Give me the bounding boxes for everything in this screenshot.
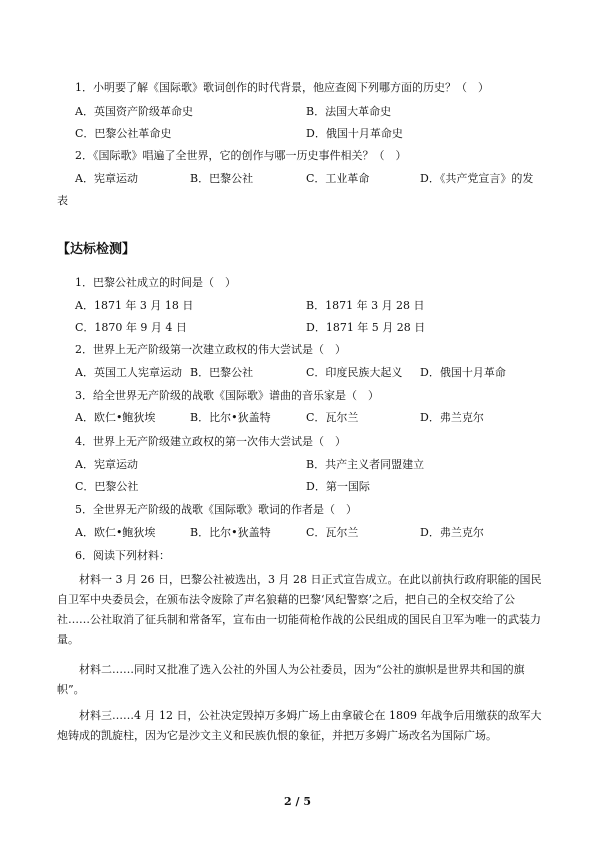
question-1-option-b: B．法国大革命史 (306, 105, 392, 118)
question-1-option-a: A．英国资产阶级革命史 (75, 105, 193, 118)
question-2-option-c: C．工业革命 (306, 172, 370, 185)
check-question-3-option-c: C．瓦尔兰 (306, 411, 359, 424)
check-question-5-option-a: A．欧仁•鲍狄埃 (75, 526, 156, 539)
question-2-option-d: D．《共产党宣言》的发 (420, 172, 534, 185)
page-number: 2 / 5 (284, 795, 311, 808)
check-question-5-option-c: C．瓦尔兰 (306, 526, 359, 539)
question-2-option-a: A．宪章运动 (75, 172, 138, 185)
question-2-stem: 2．《国际歌》唱遍了全世界，它的创作与哪一历史事件相关？（ ） (75, 149, 407, 162)
check-question-3-option-b: B．比尔•狄盖特 (190, 411, 271, 424)
check-question-4-option-c: C．巴黎公社 (75, 480, 139, 493)
check-question-4-option-a: A．宪章运动 (75, 458, 138, 471)
check-question-1-option-d: D．1871 年 5 月 28 日 (306, 321, 426, 334)
check-question-4-option-d: D．第一国际 (306, 480, 370, 493)
check-question-4-option-b: B．共产主义者同盟建立 (306, 458, 425, 471)
question-1-option-d: D．俄国十月革命史 (306, 127, 403, 140)
material-2-paragraph: 材料二……同时又批准了选入公社的外国人为公社委员，因为“公社的旗帜是世界共和国的旗帜”。 (57, 663, 525, 696)
check-question-2-option-a: A．英国工人宪章运动 (75, 366, 182, 379)
question-2-option-d-continued: 表 (57, 194, 68, 207)
check-question-1-stem: 1．巴黎公社成立的时间是（ ） (75, 276, 236, 289)
question-2-option-b: B．巴黎公社 (190, 172, 254, 185)
check-question-2-option-d: D．俄国十月革命 (420, 366, 506, 379)
check-question-3-stem: 3．给全世界无产阶级的战歌《国际歌》谱曲的音乐家是（ ） (75, 389, 379, 402)
check-question-3-option-d: D．弗兰克尔 (420, 411, 484, 424)
check-question-5-option-b: B．比尔•狄盖特 (190, 526, 271, 539)
check-question-1-option-b: B．1871 年 3 月 28 日 (306, 299, 425, 312)
question-1-stem: 1．小明要了解《国际歌》歌词创作的时代背景，他应查阅下列哪方面的历史？（ ） (75, 81, 489, 94)
section-title: 【达标检测】 (57, 242, 136, 257)
check-question-1-option-c: C．1870 年 9 月 4 日 (75, 321, 187, 334)
check-question-1-option-a: A．1871 年 3 月 18 日 (75, 299, 194, 312)
question-1-option-c: C．巴黎公社革命史 (75, 127, 172, 140)
material-3-paragraph: 材料三……4 月 12 日，公社决定毁掉万多姆广场上由拿破仑在 1809 年战争后用缴获的敌军大炮铸成的凯旋柱，因为它是沙文主义和民族仇恨的象征，并把万多姆广场改名为国际广场。 (57, 709, 542, 742)
material-1-paragraph: 材料一 3 月 26 日，巴黎公社被选出，3 月 28 日正式宣告成立。在此以前执行政府职能的国民自卫军中央委员会，在颁布法令废除了声名狼藉的巴黎‘风纪警察’之后，把自己的全权交给了公社……公社取消了征兵制和常备军，宣布由一切能荷枪作战的公民组成的国民自卫军为唯一的武装力量。 (57, 573, 542, 646)
check-question-3-option-a: A．欧仁•鲍狄埃 (75, 411, 156, 424)
check-question-5-stem: 5．全世界无产阶级的战歌《国际歌》歌词的作者是（ ） (75, 503, 357, 516)
check-question-6-stem: 6．阅读下列材料： (75, 549, 170, 562)
check-question-4-stem: 4．世界上无产阶级建立政权的第一次伟大尝试是（ ） (75, 435, 346, 448)
check-question-2-stem: 2．世界上无产阶级第一次建立政权的伟大尝试是（ ） (75, 343, 346, 356)
check-question-2-option-c: C．印度民族大起义 (306, 366, 403, 379)
check-question-2-option-b: B．巴黎公社 (190, 366, 254, 379)
check-question-5-option-d: D．弗兰克尔 (420, 526, 484, 539)
